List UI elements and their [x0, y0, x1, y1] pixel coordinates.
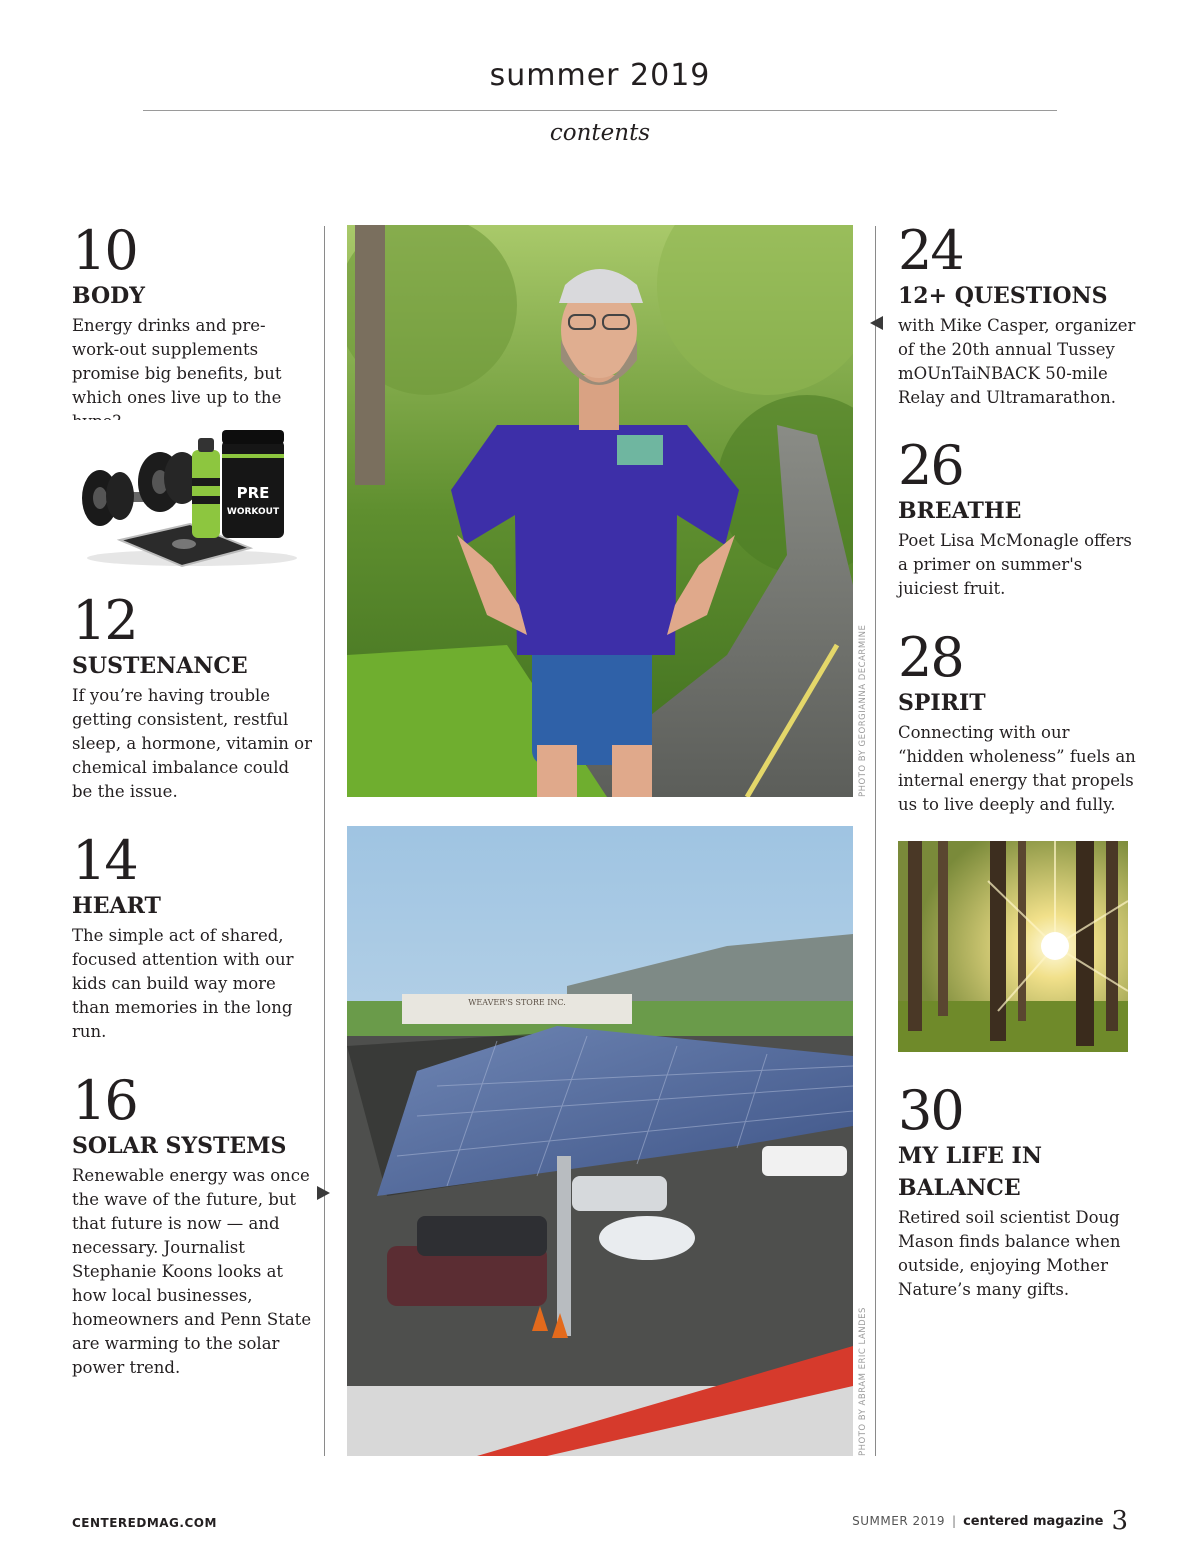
entry-title: BODY — [72, 283, 145, 309]
entry-title: SUSTENANCE — [72, 653, 248, 679]
section-label: contents — [549, 120, 651, 146]
pointer-arrow-left-icon — [870, 316, 883, 330]
supplement-label-bottom: WORKOUT — [226, 507, 280, 517]
contents-entry-heart[interactable] — [72, 829, 312, 1044]
footer-separator: | — [952, 1514, 957, 1528]
footer-page-number: 3 — [1111, 1506, 1128, 1536]
contents-entry-body[interactable] — [72, 219, 312, 434]
entry-title: HEART — [72, 893, 161, 919]
entry-description: Renewable energy was once the wave of the future, but that future is now — and necessary. Journalist Stephanie Koons looks at how local businesses, homeowners and Penn State are warming to the solar power trend. — [72, 1166, 312, 1377]
entry-description: with Mike Casper, organizer of the 20th annual Tussey mOUnTaiNBACK 50-mile Relay and Ultramarathon. — [898, 316, 1136, 407]
right-column-divider — [875, 226, 876, 1456]
page-number: 30 — [898, 1079, 963, 1142]
photo-credit-runner: PHOTO BY GEORGIANNA DECARMINE — [858, 624, 868, 797]
contents-entry-solar-systems[interactable] — [72, 1069, 312, 1380]
left-column-divider — [324, 226, 325, 1456]
supplements-photo — [72, 420, 304, 570]
pointer-arrow-right-icon — [317, 1186, 330, 1200]
page-number: 16 — [72, 1069, 137, 1132]
footer-season: SUMMER 2019 — [852, 1514, 946, 1528]
entry-description: The simple act of shared, focused attention with our kids can build way more than memories in the long run. — [72, 926, 294, 1041]
contents-entry-spirit[interactable] — [898, 626, 1138, 817]
supplements-illustration — [72, 420, 304, 570]
entry-description: Retired soil scientist Doug Mason finds balance when outside, enjoying Mother Nature’s many gifts. — [898, 1208, 1121, 1299]
page-number: 12 — [72, 589, 137, 652]
issue-title: summer 2019 — [489, 58, 711, 93]
footer-website: CENTEREDMAG.COM — [72, 1516, 217, 1530]
entry-title: 12+ QUESTIONS — [898, 283, 1108, 309]
solar-illustration — [347, 826, 853, 1456]
entry-description: Connecting with our “hidden wholeness” fuels an internal energy that propels us to live deeply and fully. — [898, 723, 1136, 814]
entry-description: Poet Lisa McMonagle offers a primer on summer's juiciest fruit. — [898, 531, 1132, 598]
page-number: 26 — [898, 434, 963, 497]
contents-entry-my-life-in-balance[interactable] — [898, 1079, 1138, 1302]
page-number: 28 — [898, 626, 963, 689]
page-number: 14 — [72, 829, 137, 892]
solar-photo — [347, 826, 853, 1456]
header-divider — [143, 110, 1057, 111]
runner-photo — [347, 225, 853, 797]
contents-entry-breathe[interactable] — [898, 434, 1138, 601]
entry-title: SPIRIT — [898, 690, 986, 716]
footer-folio — [852, 1506, 1128, 1536]
contents-entry-sustenance[interactable] — [72, 589, 312, 804]
runner-illustration — [347, 225, 853, 797]
entry-description: If you’re having trouble getting consistent, restful sleep, a hormone, vitamin or chemical imbalance could be the issue. — [72, 686, 312, 801]
forest-photo — [898, 841, 1128, 1052]
forest-illustration — [898, 841, 1128, 1052]
store-sign: WEAVER'S STORE INC. — [468, 998, 566, 1007]
entry-title: SOLAR SYSTEMS — [72, 1133, 287, 1159]
footer-magazine-name: centered magazine — [963, 1514, 1104, 1529]
entry-title: MY LIFE IN BALANCE — [898, 1143, 1042, 1201]
photo-credit-solar: PHOTO BY ABRAM ERIC LANDES — [858, 1307, 868, 1456]
contents-entry-12-questions[interactable] — [898, 219, 1138, 410]
page-number: 24 — [898, 219, 963, 282]
supplement-label-top: PRE — [236, 484, 270, 502]
entry-description: Energy drinks and pre-work-out supplements promise big benefits, but which ones live up to the — [72, 316, 282, 407]
entry-title: BREATHE — [898, 498, 1022, 524]
page-number: 10 — [72, 219, 137, 282]
